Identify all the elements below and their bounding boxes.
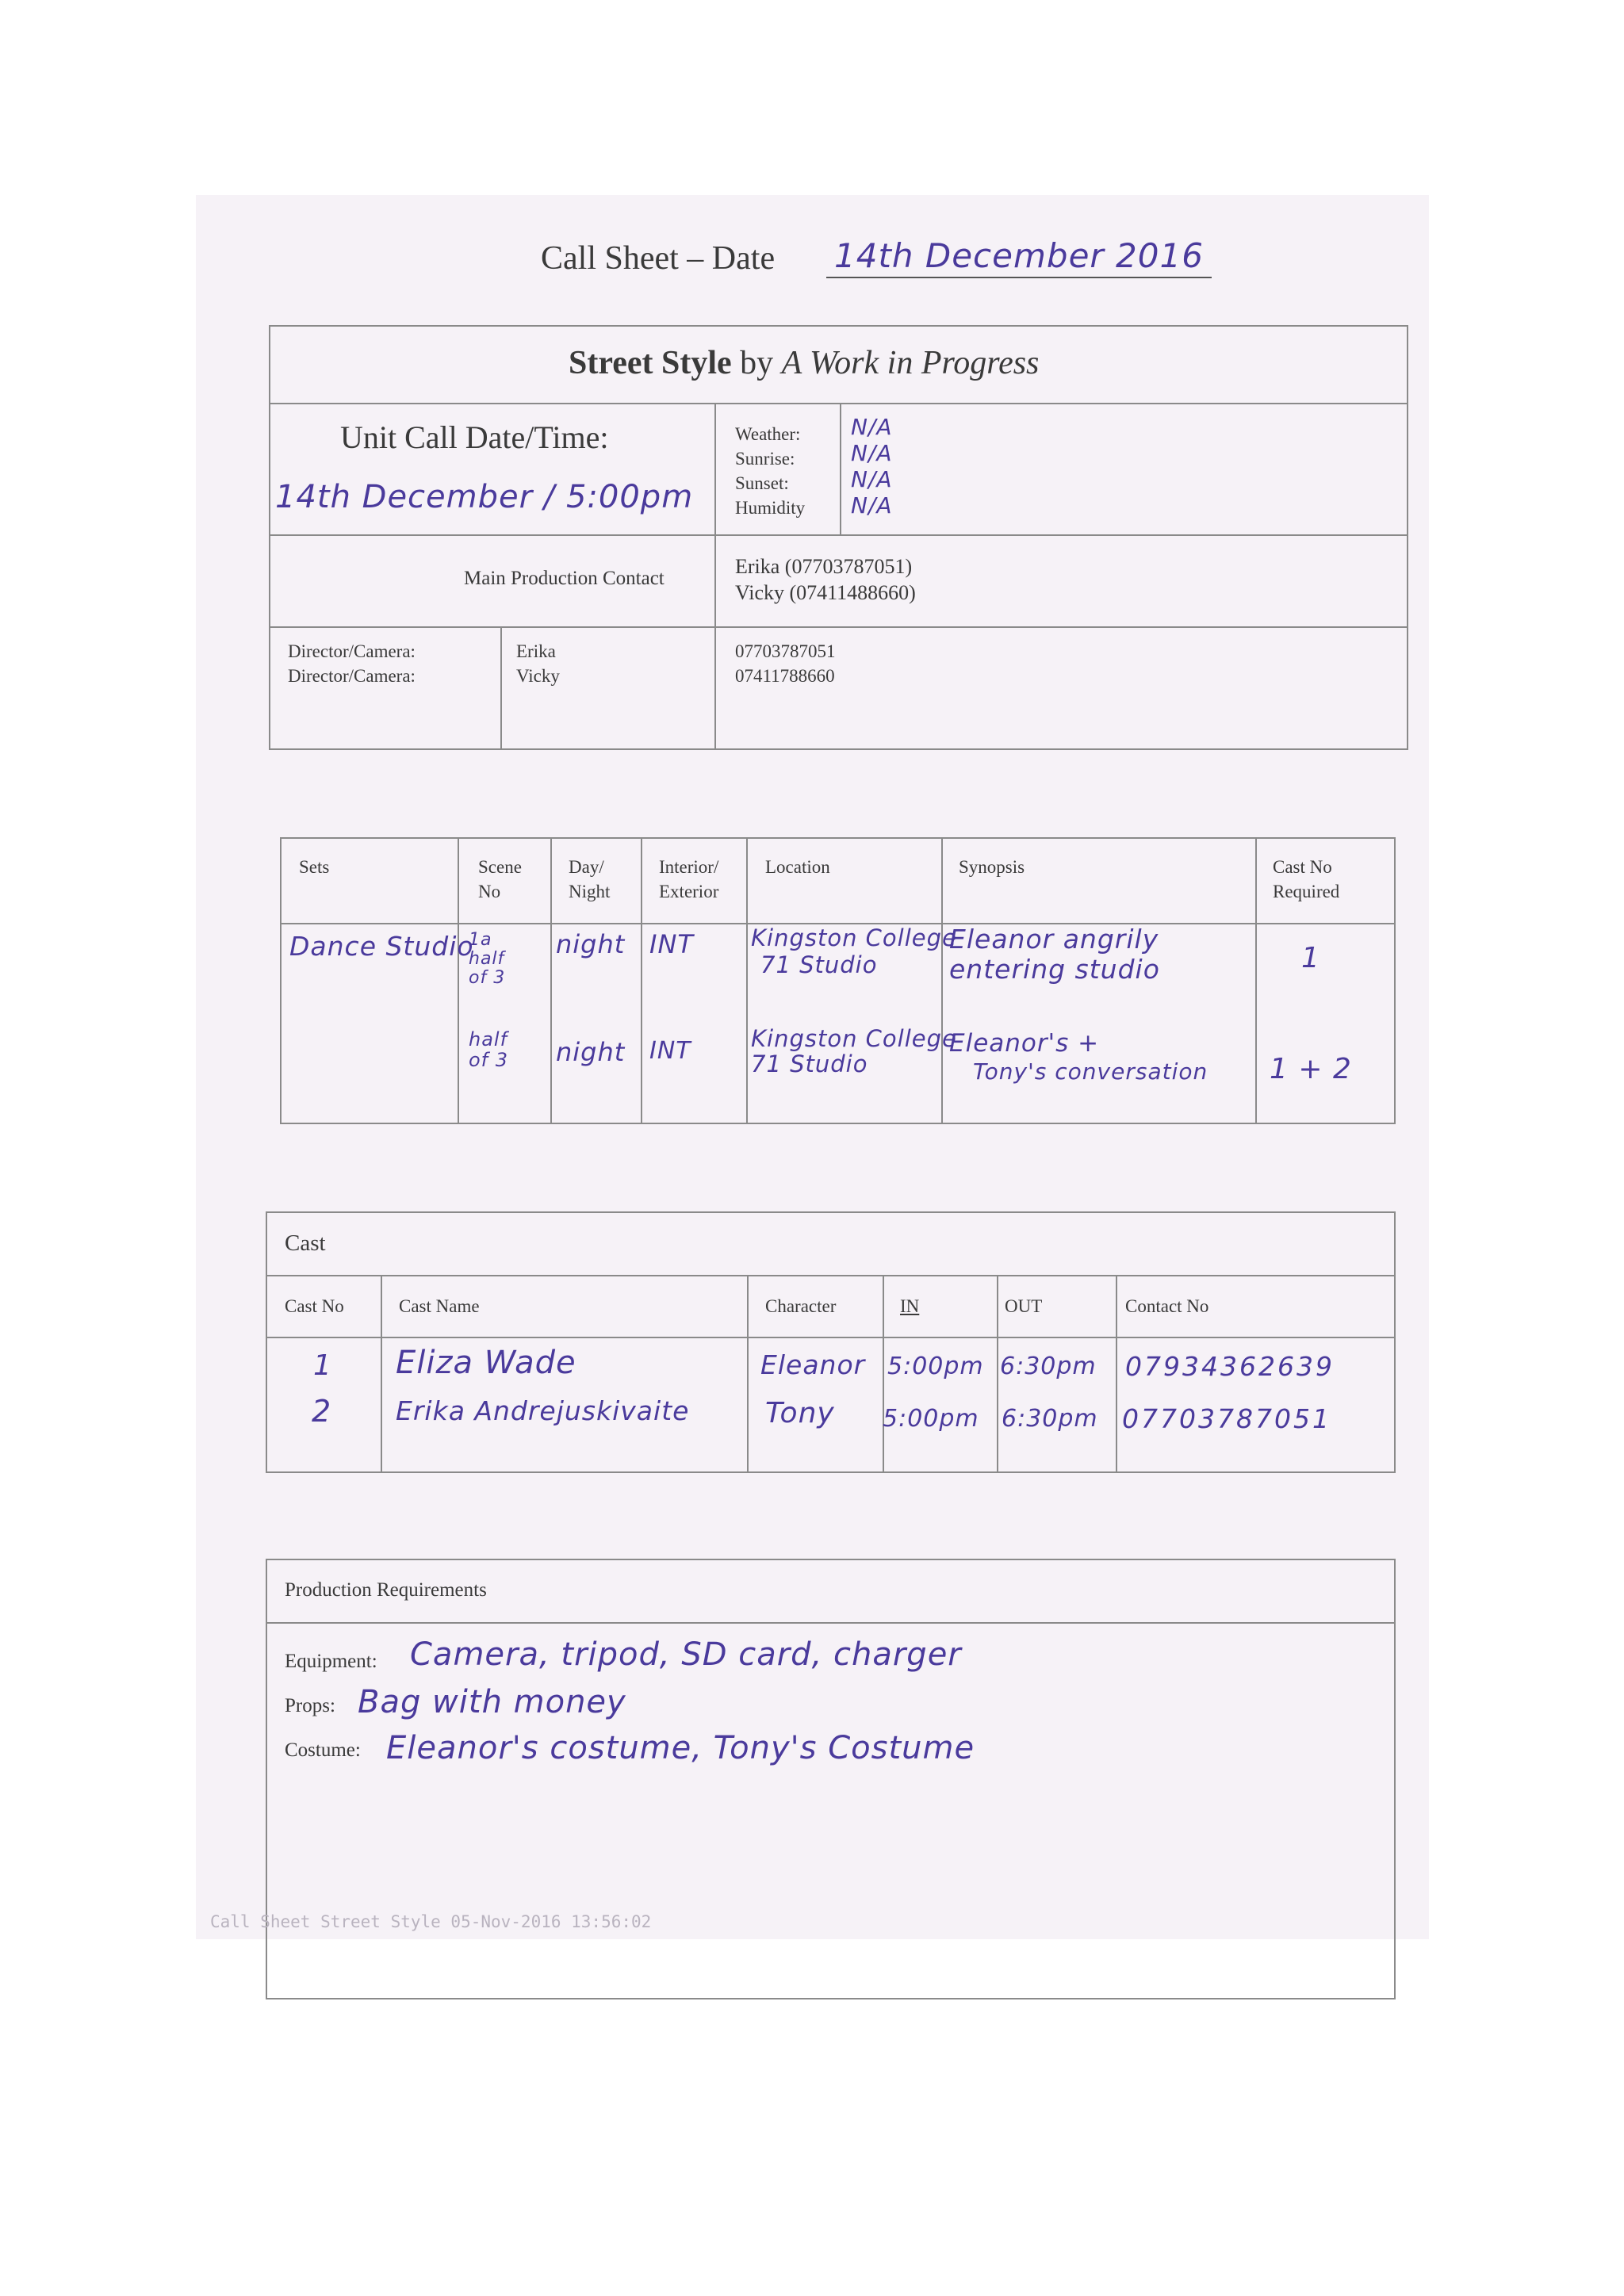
location: Kingston College 71 Studio [751,924,957,978]
weather-values: N/A N/A N/A N/A [851,414,893,519]
cast-required: 1 [1301,942,1320,974]
cast-character: Tony [765,1397,835,1429]
sets-header-location: Location [765,857,830,877]
production-title: Street Style by A Work in Progress [569,345,1040,381]
synopsis: Eleanor angrily entering studio [949,924,1160,985]
scene-no: 1a half of 3 [469,930,506,988]
sets-header-cast: Cast No Required [1273,857,1340,901]
cast-no: 1 [313,1349,332,1382]
cast-required: 1 + 2 [1270,1053,1352,1085]
set-name: Dance Studio [289,931,474,962]
synopsis: Eleanor's + Tony's conversation [949,1029,1208,1085]
call-sheet-date: 14th December 2016 [826,236,1212,278]
footer-stamp: Call Sheet Street Style 05-Nov-2016 13:56:02 [210,1912,652,1931]
cast-header-out: OUT [1005,1296,1043,1316]
cast-no: 2 [312,1394,332,1429]
costume-label: Costume: [285,1739,361,1761]
day-night: night [556,1037,626,1067]
cast-header-contact: Contact No [1125,1296,1209,1316]
cast-header-no: Cast No [285,1296,344,1316]
props-label: Props: [285,1695,335,1716]
cast-header-name: Cast Name [399,1296,480,1316]
cast-contact: 07934362639 [1125,1351,1335,1382]
cast-out: 6:30pm [1002,1405,1098,1433]
cast-header-in: IN [900,1296,920,1316]
call-sheet-title: Call Sheet – Date [541,240,776,277]
scene-no: half of 3 [469,1028,509,1071]
int-ext: INT [649,1037,691,1065]
int-ext: INT [649,929,694,959]
cast-character: Eleanor [760,1349,866,1380]
cast-name: Erika Andrejuskivaite [396,1395,690,1426]
cast-name: Eliza Wade [396,1345,576,1381]
cast-title: Cast [285,1230,326,1256]
costume-value: Eleanor's costume, Tony's Costume [386,1730,975,1766]
cast-in: 5:00pm [883,1405,979,1433]
props-value: Bag with money [358,1684,626,1720]
day-night: night [556,929,626,959]
cast-contact: 07703787051 [1122,1403,1331,1434]
cast-header-character: Character [765,1296,837,1316]
director-phones: 07703787051 07411788660 [735,641,836,686]
cast-in: 5:00pm [887,1353,984,1380]
equipment-value: Camera, tripod, SD card, charger [410,1636,962,1673]
production-info-box [269,325,1408,750]
sets-header-sets: Sets [299,857,330,877]
director-roles: Director/Camera: Director/Camera: [288,641,416,686]
sets-header-synopsis: Synopsis [959,857,1025,877]
main-contact-lines: Erika (07703787051) Vicky (07411488660) [735,555,916,604]
sets-table [280,837,1396,1124]
equipment-label: Equipment: [285,1651,377,1672]
main-contact-label: Main Production Contact [464,568,665,589]
director-names: Erika Vicky [516,641,560,686]
requirements-title: Production Requirements [285,1579,487,1601]
cast-out: 6:30pm [1000,1353,1097,1380]
scanned-page [196,195,1429,1939]
requirements-box [266,1559,1396,1999]
unit-call-label: Unit Call Date/Time: [340,419,609,455]
sets-header-int: Interior/ Exterior [659,857,719,901]
unit-call-value: 14th December / 5:00pm [275,479,694,515]
sets-header-day: Day/ Night [569,857,611,901]
weather-labels: Weather: Sunrise: Sunset: Humidity [735,424,806,518]
location: Kingston College 71 Studio [751,1025,957,1077]
sets-header-scene: Scene No [478,857,522,901]
